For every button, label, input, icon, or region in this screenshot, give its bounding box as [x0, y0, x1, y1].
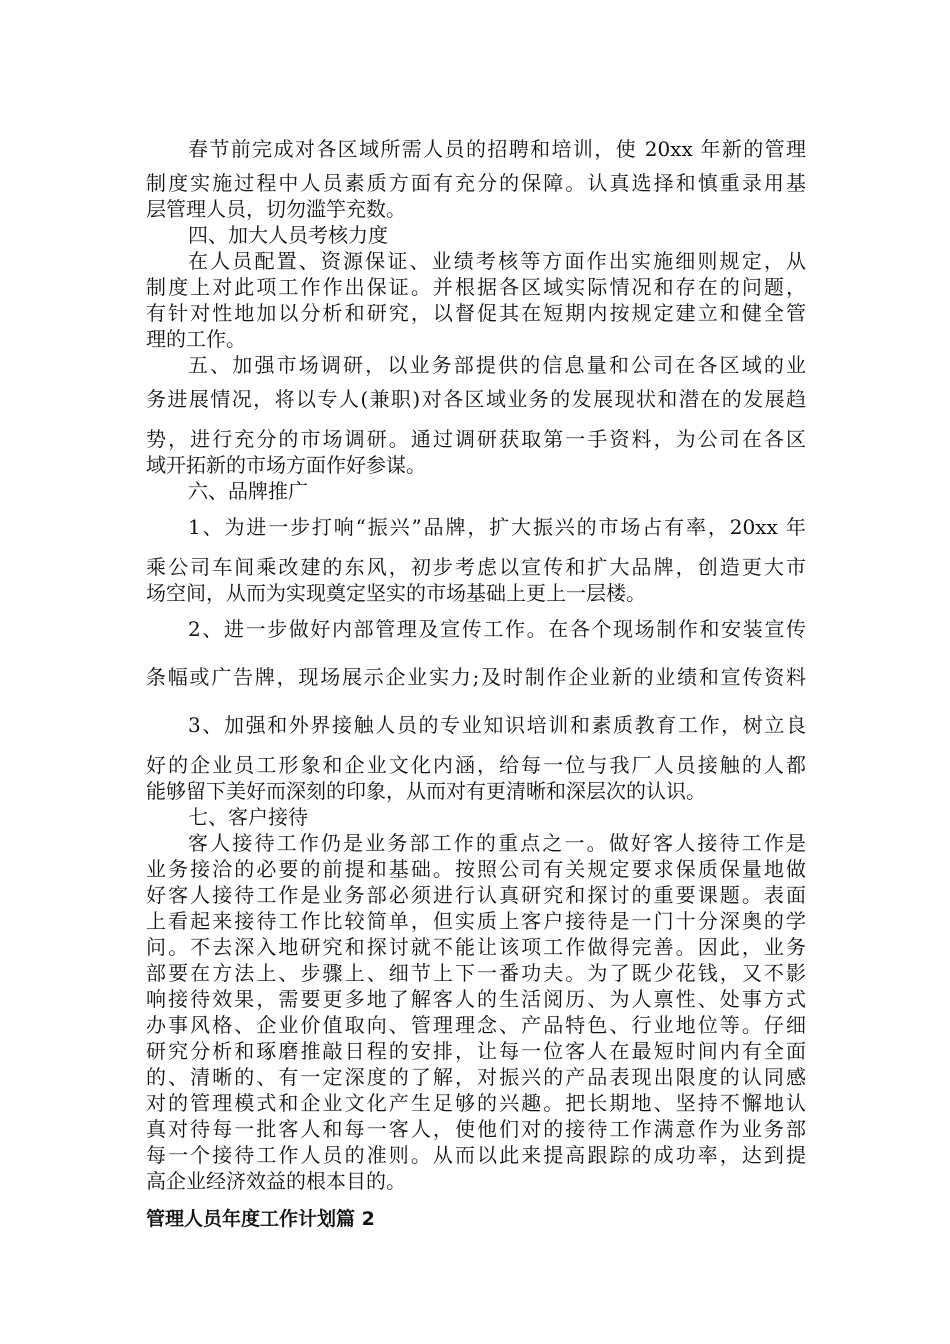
text-line: 四、加大人员考核力度 — [188, 223, 388, 247]
text-line: 春节前完成对各区域所需人员的招聘和培训，使 20xx 年新的管理 — [188, 137, 806, 161]
text-line: 响接待效果，需要更多地了解客人的生活阅历、为人禀性、处事方式 — [146, 987, 806, 1011]
text-line: 制度实施过程中人员素质方面有充分的保障。认真选择和慎重录用基 — [146, 171, 806, 195]
text-line: 乘公司车间乘改建的东风，初步考虑以宣传和扩大品牌，创造更大市 — [146, 555, 806, 579]
text-line: 势，进行充分的市场调研。通过调研获取第一手资料，为公司在各区 — [146, 427, 806, 451]
text-line: 的、清晰的、有一定深度的了解，对振兴的产品表现出限度的认同感 — [146, 1065, 806, 1089]
text-line: 2、进一步做好内部管理及宣传工作。在各个现场制作和安装宣传 — [188, 617, 806, 641]
text-line: 制度上对此项工作作出保证。并根据各区域实际情况和存在的问题， — [146, 275, 806, 299]
text-line: 部要在方法上、步骤上、细节上下一番功夫。为了既少花钱，又不影 — [146, 961, 806, 985]
text-line: 场空间，从而为实现奠定坚实的市场基础上更上一层楼。 — [146, 581, 646, 605]
text-line: 务进展情况，将以专人(兼职)对各区域业务的发展现状和潜在的发展趋 — [146, 387, 806, 411]
text-line: 上看起来接待工作比较简单，但实质上客户接待是一门十分深奥的学 — [146, 909, 806, 933]
text-line: 能够留下美好而深刻的印象，从而对有更清晰和深层次的认识。 — [146, 779, 706, 803]
text-line: 1、为进一步打响“振兴”品牌，扩大振兴的市场占有率，20xx 年 — [188, 515, 806, 539]
text-line: 好的企业员工形象和企业文化内涵，给每一位与我厂人员接触的人都 — [146, 753, 806, 777]
text-line: 有针对性地加以分析和研究，以督促其在短期内按规定建立和健全管 — [146, 301, 806, 325]
text-line: 条幅或广告牌，现场展示企业实力;及时制作企业新的业绩和宣传资料 — [146, 665, 806, 689]
text-line: 问。不去深入地研究和探讨就不能让该项工作做得完善。因此，业务 — [146, 935, 806, 959]
text-line: 高企业经济效益的根本目的。 — [146, 1169, 406, 1193]
text-line: 业务接洽的必要的前提和基础。按照公司有关规定要求保质保量地做 — [146, 857, 806, 881]
text-line: 办事风格、企业价值取向、管理理念、产品特色、行业地位等。仔细 — [146, 1013, 806, 1037]
text-line: 真对待每一批客人和每一客人，使他们对的接待工作满意作为业务部 — [146, 1117, 806, 1141]
text-line: 七、客户接待 — [188, 805, 308, 829]
document-body — [146, 136, 806, 1194]
text-line: 每一个接待工作人员的准则。从而以此来提高跟踪的成功率，达到提 — [146, 1143, 806, 1167]
text-line: 客人接待工作仍是业务部工作的重点之一。做好客人接待工作是 — [188, 831, 806, 855]
text-line: 层管理人员，切勿滥竽充数。 — [146, 197, 406, 221]
text-line: 研究分析和琢磨推敲日程的安排，让每一位客人在最短时间内有全面 — [146, 1039, 806, 1063]
text-line: 五、加强市场调研，以业务部提供的信息量和公司在各区域的业 — [188, 353, 806, 377]
text-line: 六、品牌推广 — [188, 479, 308, 503]
document-page — [146, 136, 806, 1232]
text-line: 好客人接待工作是业务部必须进行认真研究和探讨的重要课题。表面 — [146, 883, 806, 907]
text-line: 对的管理模式和企业文化产生足够的兴趣。把长期地、坚持不懈地认 — [146, 1091, 806, 1115]
text-line: 在人员配置、资源保证、业绩考核等方面作出实施细则规定，从 — [188, 249, 806, 273]
section-heading: 管理人员年度工作计划篇 2 — [146, 1208, 375, 1230]
text-line: 3、加强和外界接触人员的专业知识培训和素质教育工作，树立良 — [188, 713, 806, 737]
text-line: 域开拓新的市场方面作好参谋。 — [146, 453, 426, 477]
text-line: 理的工作。 — [146, 327, 246, 351]
